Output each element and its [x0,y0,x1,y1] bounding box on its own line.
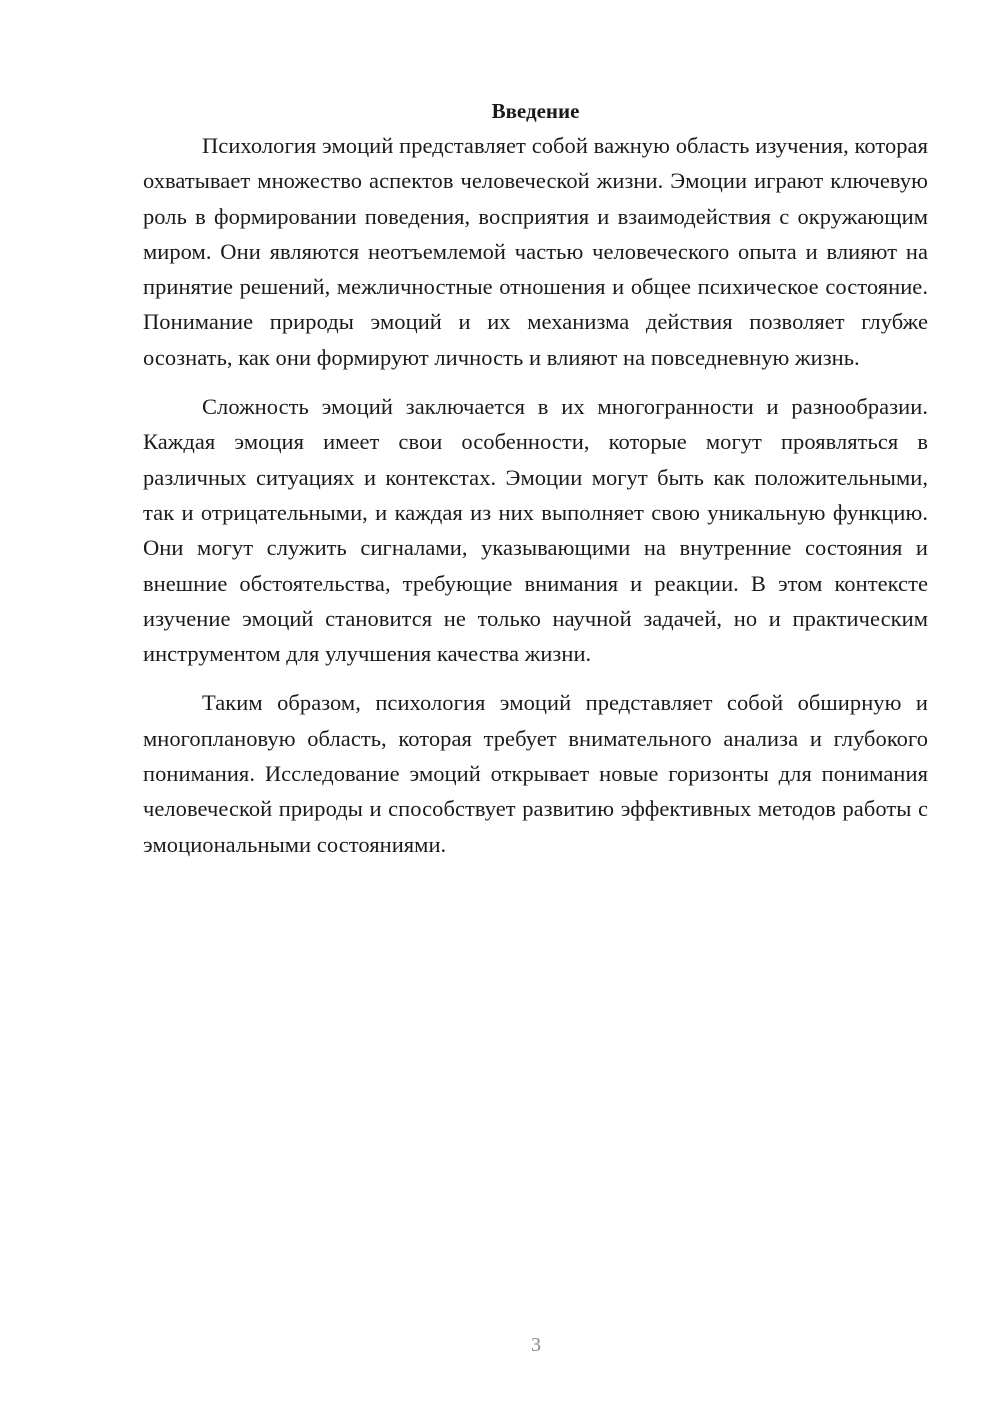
paragraph-1: Психология эмоций представляет собой важную область изучения, которая охватывает множество аспектов человеческой жизни. Эмоции играют ключевую роль в формировании поведения, восприятия и взаимодействия с окружающим миром. Они являются неотъемлемой частью человеческого опыта и влияют на принятие решений, межличностные отношения и общее психическое состояние. Понимание природы эмоций и их механизма действия позволяет глубже осознать, как они формируют личность и влияют на повседневную жизнь. [143,133,928,370]
page-title: Введение [491,99,580,123]
paragraph-3: Таким образом, психология эмоций представляет собой обширную и многоплановую область, которая требует внимательного анализа и глубокого понимания. Исследование эмоций открывает новые горизонты для понимания человеческой природы и способствует развитию эффективных методов работы с эмоциональными состояниями. [143,690,928,857]
paragraph-2: Сложность эмоций заключается в их многогранности и разнообразии. Каждая эмоция имеет свои особенности, которые могут проявляться в различных ситуациях и контекстах. Эмоции могут быть как положительными, так и отрицательными, и каждая из них выполняет свою уникальную функцию. Они могут служить сигналами, указывающими на внутренние состояния и внешние обстоятельства, требующие внимания и реакции. В этом контексте изучение эмоций становится не только научной задачей, но и практическим инструментом для улучшения качества жизни. [143,394,928,667]
page-content [143,96,928,862]
page-number: 3 [531,1334,541,1356]
